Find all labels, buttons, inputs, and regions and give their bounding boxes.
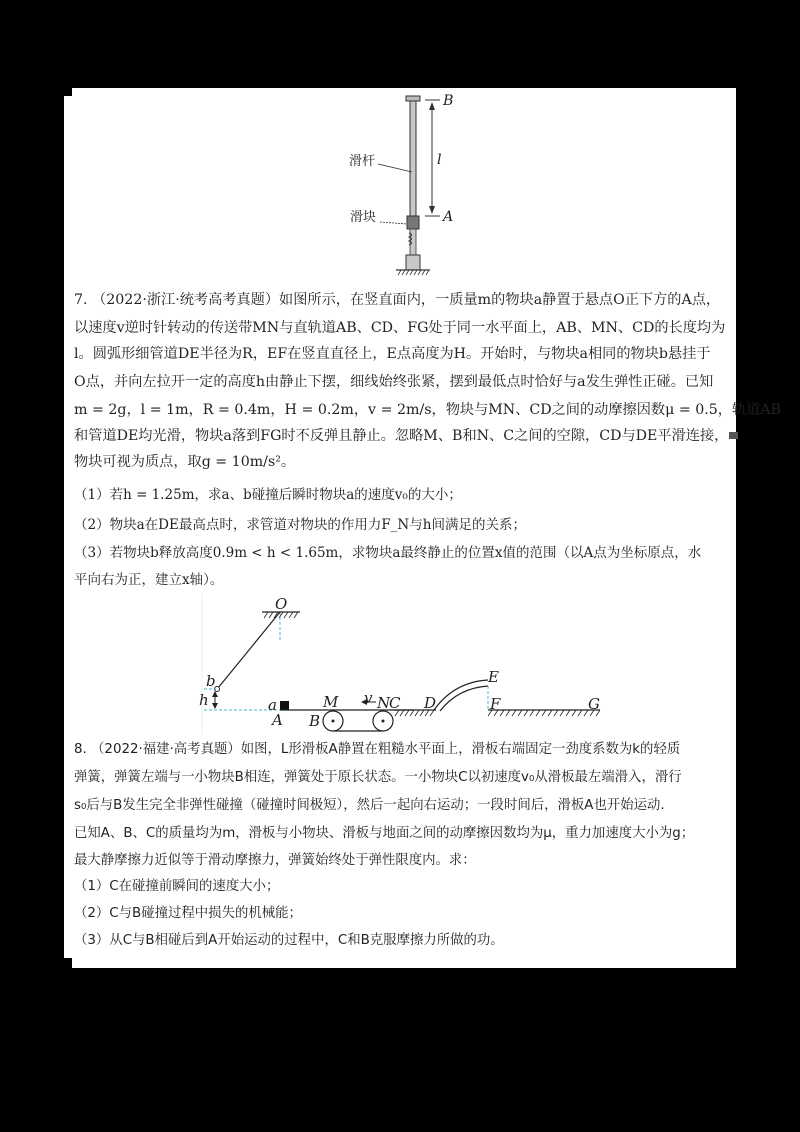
label-block-b: b [206,672,216,690]
label-point-N: N [377,694,391,712]
label-point-B: B [443,93,454,109]
q7-line-1: 7. （2022·浙江·统考高考真题）如图所示，在竖直面内，一质量m的物块a静置于悬点O正下方的A点， [74,292,721,308]
label-height-h: h [199,691,209,709]
label-point-F: F [490,695,501,713]
label-point-C: C [389,694,401,712]
q7-line-3: l。圆弧形细管道DE半径为R，EF在竖直直径上，E点高度为H。开始时，与物块a相同的物块b悬挂于 [74,346,711,362]
figure-slide-rod [330,92,470,282]
q8-sub-1: （1）C在碰撞前瞬间的速度大小； [74,879,280,894]
q7-line-2: 以速度v逆时针转动的传送带MN与直轨道AB、CD、FG处于同一水平面上，AB、MN、CD的长度均为 [74,320,726,336]
page-corner [64,958,72,968]
q8-sub-3: （3）从C与B相碰后到A开始运动的过程中，C和B克服摩擦力所做的功。 [74,933,504,948]
q8-line-3: s₀后与B发生完全非弹性碰撞（碰撞时间极短），然后一起向右运动；一段时间后，滑板A也开始运动. [74,798,665,813]
q7-sub-1: （1）若h = 1.25m，求a、b碰撞后瞬时物块a的速度v₀的大小； [74,487,462,503]
q7-line-4: O点，并向左拉开一定的高度h由静止下摆，细线始终张紧，摆到最低点时恰好与a发生弹性正碰。已知 [74,374,714,390]
label-length-l: l [437,152,442,168]
label-block-a: a [268,696,277,714]
q7-sub-3: （3）若物块b释放高度0.9m < h < 1.65m，求物块a最终静止的位置x值的范围（以A点为坐标原点，水 [74,545,702,561]
label-point-G: G [588,695,600,713]
q8-line-4: 已知A、B、C的质量均为m，滑板与小物块、滑板与地面之间的动摩擦因数均为μ，重力加速度大小为g； [74,826,695,841]
label-point-O: O [275,595,288,613]
label-point-A: A [443,209,454,225]
q8-sub-2: （2）C与B碰撞过程中损失的机械能； [74,906,302,921]
label-slider-block: 滑块 [350,210,377,225]
scroll-marker [729,432,738,439]
q8-line-1: 8. （2022·福建·高考真题）如图，L形滑板A静置在粗糙水平面上，滑板右端固定一劲度系数为k的轻质 [74,742,681,757]
label-point-A2: A [272,711,283,729]
label-point-E: E [488,668,499,686]
q8-line-2: 弹簧，弹簧左端与一小物块B相连，弹簧处于原长状态。一小物块C以初速度v₀从滑板最左端滑入，滑行 [74,770,682,785]
q7-sub-2: （2）物块a在DE最高点时，求管道对物块的作用力F_N与h间满足的关系； [74,517,526,533]
label-slide-rod: 滑杆 [349,154,376,169]
figure-pendulum-conveyor [196,594,616,744]
label-point-D: D [424,694,437,712]
label-point-M: M [323,693,339,711]
q7-line-7: 物块可视为质点，取g = 10m/s²。 [74,454,296,470]
q8-line-5: 最大静摩擦力近似等于滑动摩擦力，弹簧始终处于弹性限度内。求： [74,853,476,868]
label-velocity-v: v [364,689,373,707]
q7-line-6: 和管道DE均光滑，物块a落到FG时不反弹且静止。忽略M、B和N、C之间的空隙，CD与DE平滑连接， [74,428,729,444]
label-point-B2: B [309,712,321,730]
q7-line-5: m = 2g，l = 1m，R = 0.4m，H = 0.2m，v = 2m/s，物块与MN、CD之间的动摩擦因数μ = 0.5，轨道AB [74,402,782,418]
q7-sub-3-cont: 平向右为正，建立x轴）。 [74,572,224,588]
